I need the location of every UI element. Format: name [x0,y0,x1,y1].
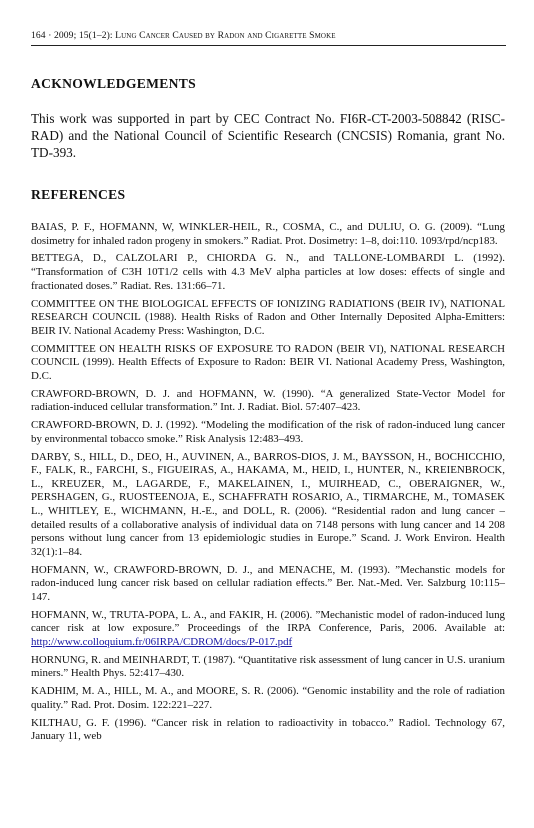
reference-list [31,221,505,748]
reference-item: CRAWFORD-BROWN, D. J. (1992). “Modeling the modification of the risk of radon-induced lung cancer by environmental tobacco smoke.” Risk Analysis 12:483–493. [31,419,505,445]
running-header [31,30,505,41]
acknowledgements-heading: ACKNOWLEDGEMENTS [31,76,196,91]
reference-item [31,609,505,650]
reference-item: COMMITTEE ON THE BIOLOGICAL EFFECTS OF IONIZING RADIATIONS (BEIR IV), NATIONAL RESEARCH COUNCIL (1988). Health Risks of Radon and Other Internally Deposited Alpha-Emitters: BEIR IV. National Academy Press: Washington, D.C. [31,297,505,337]
reference-item: COMMITTEE ON HEALTH RISKS OF EXPOSURE TO RADON (BEIR VI), NATIONAL RESEARCH COUNCIL (1999). Health Effects of Exposure to Radon: BEIR VI. National Academy Press, Washington, D.C. [31,342,505,382]
reference-item: BAIAS, P. F., HOFMANN, W, WINKLER-HEIL, R., COSMA, C., and DULIU, O. G. (2009). “Lung dosimetry for inhaled radon progeny in smokers.” Radiat. Prot. Dosimetry: 1–8, doi:110. 1093/rpd/ncp183. [31,221,505,247]
header-rule [31,45,506,46]
reference-item: DARBY, S., HILL, D., DEO, H., AUVINEN, A., BARROS-DIOS, J. M., BAYSSON, H., BOCHICCHIO, F., FALK, R., FARCHI, S., FIGUEIRAS, A., HAKAMA, M., HEID, I., HUNTER, N., KREIENBROCK, L., KREUZER, M., LAGARDE, F., MAKELAINEN, I., MUIRHEAD, C., OBERAIGNER, W., PERSHAGEN, G., RUOSTEENOJA, E., SCHAFFRATH ROSARIO, A., TIRMARCHE, M., TOMASEK L., WHITLEY, E., WICHMANN, H.-E., and DOLL, R. (2006). “Residential radon and lung cancer – detailed results of a collaborative analysis of individual data on 7148 persons with lung cancer and 14 208 persons without lung cancer from 13 epidemiologic studies in Europe.” Scand. J. Work Environ. Health 32(1):1–84. [31,450,505,558]
reference-text: HOFMANN, W., TRUTA-POPA, L. A., and FAKIR, H. (2006). ”Mechanistic model of radon-induced lung cancer risk at low exposure.” Proceedings of the IRPA Conference, Paris, 2006. Available at: [31,608,505,635]
reference-item: CRAWFORD-BROWN, D. J. and HOFMANN, W. (1990). “A generalized State-Vector Model for radiation-induced cellular transformation.” Int. J. Radiat. Biol. 57:407–423. [31,387,505,414]
acknowledgements-text: This work was supported in part by CEC Contract No. FI6R-CT-2003-508842 (RISC-RAD) and the National Council of Scientific Research (CNCSIS) Romania, grant No. TD-393. [31,111,505,160]
reference-item: KADHIM, M. A., HILL, M. A., and MOORE, S. R. (2006). “Genomic instability and the role of radiation quality.” Rad. Prot. Dosim. 122:221–227. [31,685,505,711]
reference-item: BETTEGA, D., CALZOLARI P., CHIORDA G. N., and TALLONE-LOMBARDI L. (1992). “Transformation of C3H 10T1/2 cells with 4.3 MeV alpha particles at low doses: effects of single and fractionated doses.” Radiat. Res. 131:66–71. [31,252,505,292]
reference-item: HOFMANN, W., CRAWFORD-BROWN, D. J., and MENACHE, M. (1993). ”Mechanstic models for radon-induced lung cancer risk based on cellular radiation effects.” Ber. Nat.-Med. Ver. Salzburg 10:115–147. [31,563,505,603]
references-heading: REFERENCES [31,187,126,202]
reference-item: KILTHAU, G. F. (1996). “Cancer risk in relation to radioactivity in tobacco.” Radiol. Technology 67, January 11, web [31,716,505,743]
running-header-prefix: 164 · 2009; 15(1–2): [31,30,116,41]
reference-item: HORNUNG, R. and MEINHARDT, T. (1987). “Quantitative risk assessment of lung cancer in U.S. uranium miners.” Health Phys. 52:417–430. [31,653,505,680]
running-header-title: Lung Cancer Caused by Radon and Cigarette Smoke [115,30,336,41]
reference-url-link[interactable]: http://www.colloquium.fr/06IRPA/CDROM/docs/P-017.pdf [31,636,293,648]
